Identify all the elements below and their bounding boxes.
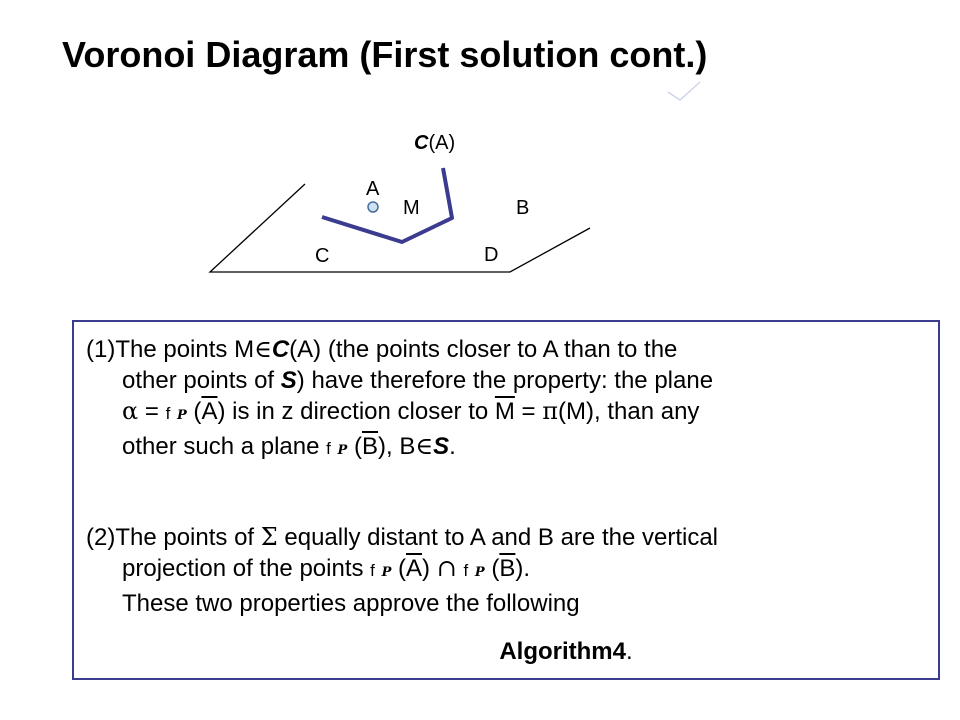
paragraph-2: (2)The points of Σ equally distant to A and B are the vertical projection of the points f P $(\overline{A})$ ∩ f P $(\overline{B})$. These two properties approve the following: [86, 523, 718, 617]
plane-outline: [210, 184, 590, 272]
label-cell-ca: C(A): [414, 132, 456, 154]
page-title: Voronoi Diagram (First solution cont.): [62, 34, 708, 75]
label-b: B: [516, 197, 530, 219]
text-box: [72, 320, 940, 680]
check-mark-icon: [668, 82, 700, 100]
label-a: A: [366, 178, 380, 200]
paragraph-1: (1)The points M∈C(A) (the points closer to A than to the other points of S) have therefore the property: the plane α = f P $(\overline{A})$ is in z direction closer to $\overline{M} = \pi(M)$, than any other such a plane f P $(\overline{B})$, B∈S.: [86, 335, 714, 460]
label-c: C: [315, 245, 330, 267]
algorithm-line: Algorithm4.: [499, 638, 633, 665]
cell-boundary: [322, 168, 452, 242]
label-d: D: [484, 244, 499, 266]
site-point-a: [368, 202, 378, 212]
diagram: [0, 0, 960, 320]
label-m: M: [403, 197, 420, 219]
